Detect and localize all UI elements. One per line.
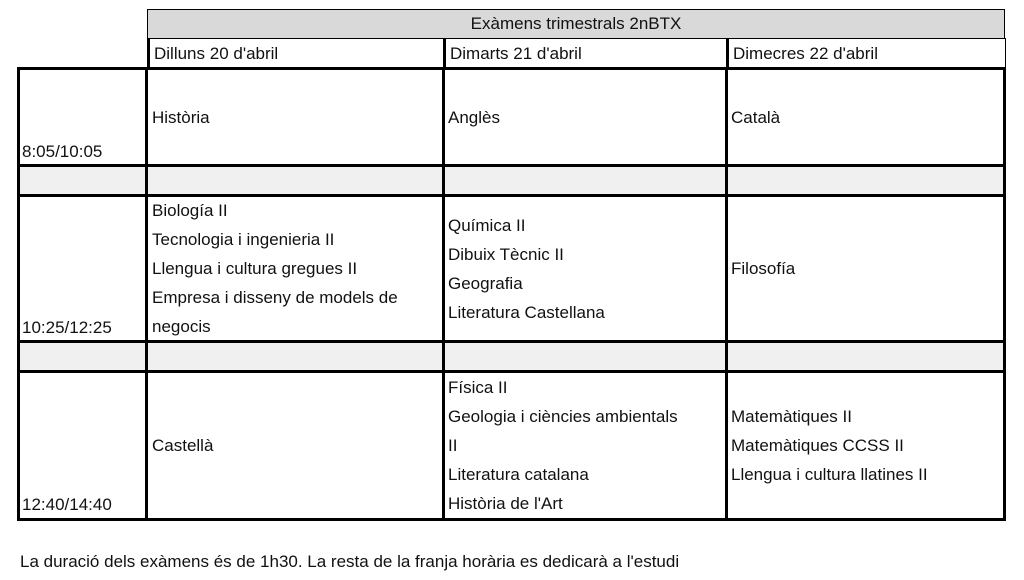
- day-header-tuesday: Dimarts 21 d'abril: [443, 38, 726, 68]
- subject-label: Història de l'Art: [448, 494, 563, 513]
- subject-label: negocis: [152, 317, 211, 336]
- subject-label: Català: [731, 107, 781, 127]
- day-header-monday: Dilluns 20 d'abril: [147, 38, 443, 68]
- grid-line: [18, 518, 1006, 521]
- subject-label: Matemàtiques II: [731, 407, 852, 426]
- exam-cell: [731, 373, 1001, 518]
- subject-label: Castellà: [152, 436, 214, 455]
- subject-label: II: [448, 436, 458, 455]
- subject-label: Química II: [448, 215, 526, 235]
- table-title: Exàmens trimestrals 2nBTX: [147, 9, 1005, 38]
- exam-cell: [731, 197, 1001, 340]
- footnote: La duració dels exàmens és de 1h30. La resta de la franja horària es dedicarà a l'estudi: [20, 552, 680, 571]
- exam-cell: [731, 70, 1001, 164]
- time-slot-label: 12:40/14:40: [22, 495, 112, 514]
- exam-cell: [152, 373, 440, 518]
- exam-cell: [448, 197, 724, 340]
- subject-label: Literatura catalana: [448, 465, 589, 484]
- grid-line: [18, 164, 1006, 167]
- subject-label: Empresa i disseny de models de: [152, 288, 398, 307]
- exam-cell: [152, 197, 440, 340]
- exam-cell: [448, 70, 724, 164]
- exam-cell: [152, 70, 440, 164]
- subject-label: Anglès: [448, 107, 500, 127]
- subject-label: Dibuix Tècnic II: [448, 244, 564, 264]
- subject-label: Filosofía: [731, 259, 796, 278]
- subject-label: Llengua i cultura llatines II: [731, 465, 928, 484]
- time-slot-label: 10:25/12:25: [22, 318, 112, 337]
- subject-label: Geografia: [448, 273, 523, 293]
- exam-cell: [448, 373, 724, 518]
- subject-label: Física II: [448, 378, 508, 397]
- day-header-wednesday: Dimecres 22 d'abril: [726, 38, 1006, 68]
- grid-line: [17, 67, 20, 521]
- subject-label: Matemàtiques CCSS II: [731, 436, 904, 455]
- subject-label: Literatura Castellana: [448, 302, 605, 322]
- time-slot-label: 8:05/10:05: [22, 142, 103, 161]
- grid-line: [725, 67, 728, 521]
- break-row: [18, 342, 1005, 372]
- grid-line: [1003, 67, 1006, 521]
- grid-line: [145, 67, 148, 521]
- grid-line: [442, 67, 445, 521]
- subject-label: Història: [152, 107, 210, 127]
- subject-label: Llengua i cultura gregues II: [152, 259, 358, 278]
- subject-label: Biología II: [152, 201, 228, 220]
- subject-label: Tecnologia i ingenieria II: [152, 230, 335, 249]
- subject-label: Geologia i ciències ambientals: [448, 407, 678, 426]
- break-row: [18, 166, 1005, 196]
